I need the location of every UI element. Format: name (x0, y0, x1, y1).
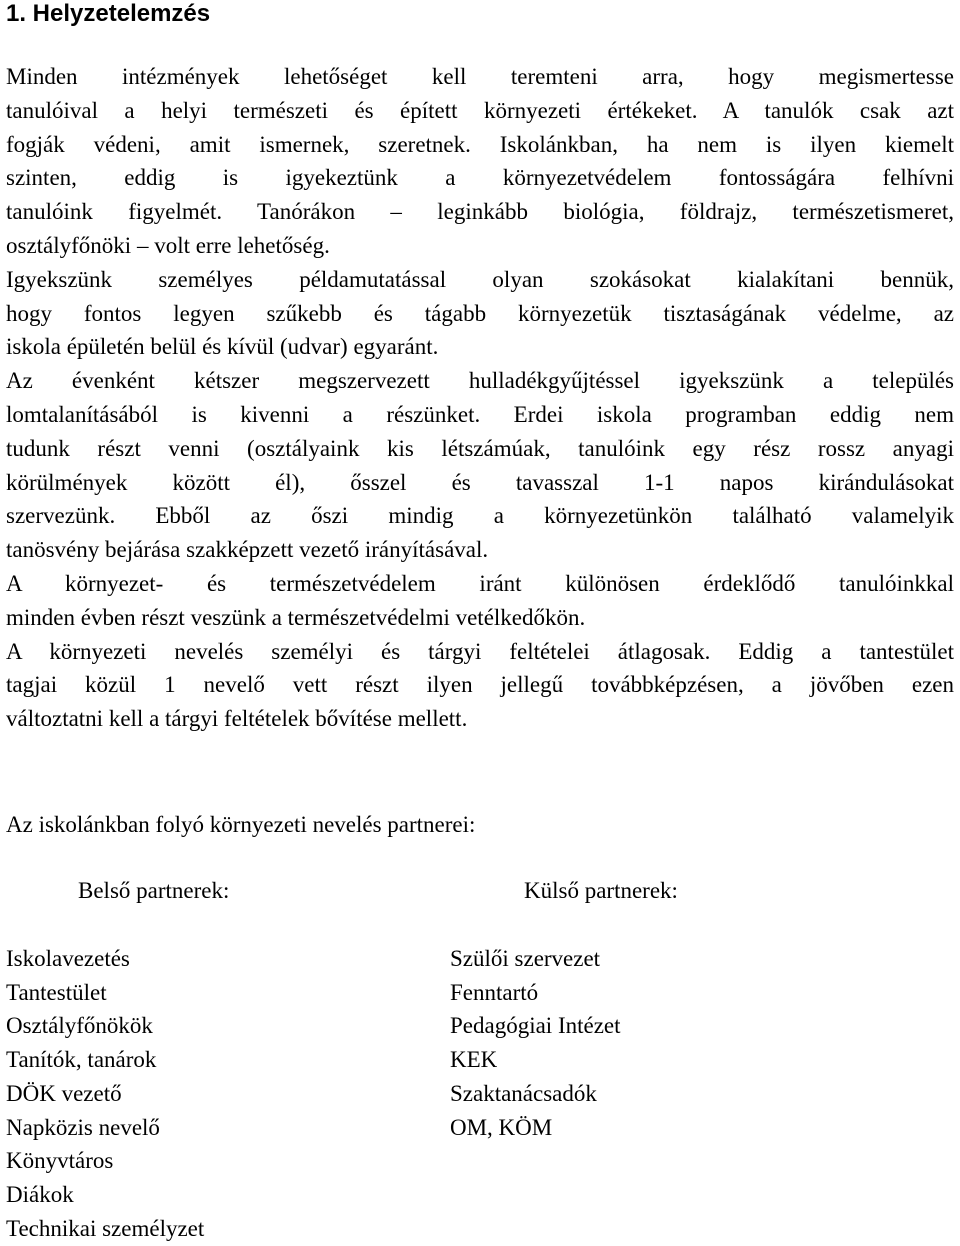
internal-partners-heading: Belső partnerek: (78, 878, 230, 903)
internal-partner-item: Diákok (6, 1181, 74, 1207)
text-line: A környezet- és természetvédelem iránt különösen érdeklődő tanulóinkkal (6, 570, 954, 596)
text-line: osztályfőnöki – volt erre lehetőség. (6, 232, 330, 258)
text-line: hogy fontos legyen szűkebb és tágabb környezetük tisztaságának védelme, az (6, 300, 954, 326)
text-line: minden évben részt veszünk a természetvédelmi vetélkedőkön. (6, 604, 586, 630)
text-line: tudunk részt venni (osztályaink kis létszámúak, tanulóink egy rész rossz anyagi (6, 435, 954, 461)
text-line: szervezünk. Ebből az őszi mindig a környezetünkön található valamelyik (6, 503, 954, 529)
partners-title: Az iskolánkban folyó környezeti nevelés partnerei: (6, 812, 476, 837)
text-line: fogják védeni, amit ismernek, szeretnek. Iskolánkban, ha nem is ilyen kiemelt (6, 131, 954, 157)
section-heading: 1. Helyzetelemzés (6, 0, 211, 27)
external-partner-item: Szülői szervezet (450, 946, 601, 971)
internal-partner-item: Tantestület (6, 979, 107, 1005)
text-line: tanulóink figyelmét. Tanórákon – leginkább biológia, földrajz, természetismeret, (6, 199, 954, 225)
text-line: tanösvény bejárása szakképzett vezető irányításával. (6, 537, 489, 563)
internal-partner-item: Technikai személyzet (6, 1215, 205, 1241)
text-line: változtatni kell a tárgyi feltételek bővítése mellett. (6, 706, 468, 732)
text-line: Az évenként kétszer megszervezett hulladékgyűjtéssel igyekszünk a település (6, 368, 954, 394)
text-line: lomtalanításából is kivenni a részünket. Erdei iskola programban eddig nem (6, 401, 954, 427)
external-partners-list (450, 942, 621, 1144)
external-partners-heading: Külső partnerek: (524, 878, 678, 903)
external-partner-item: Fenntartó (450, 979, 539, 1005)
internal-partner-item: Tanítók, tanárok (6, 1047, 157, 1073)
internal-partner-item: Iskolavezetés (6, 946, 130, 971)
external-partner-item: Szaktanácsadók (450, 1080, 597, 1106)
text-line: szinten, eddig is igyekeztünk a környezetvédelem fontosságára felhívni (6, 165, 954, 191)
internal-partner-item: Könyvtáros (6, 1148, 114, 1174)
text-line: tagjai közül 1 nevelő vett részt ilyen jellegű továbbképzésen, a jövőben ezen (6, 672, 954, 698)
internal-partner-item: Napközis nevelő (6, 1114, 160, 1140)
external-partner-item: KEK (450, 1047, 498, 1073)
text-line: tanulóival a helyi természeti és épített környezeti értékeket. A tanulók csak azt (6, 97, 954, 123)
external-partner-item: OM, KÖM (450, 1114, 553, 1140)
external-partner-item: Pedagógiai Intézet (450, 1013, 621, 1039)
text-line: A környezeti nevelés személyi és tárgyi feltételei átlagosak. Eddig a tantestület (6, 638, 954, 664)
text-line: Igyekszünk személyes példamutatással olyan szokásokat kialakítani bennük, (6, 266, 954, 292)
internal-partners-list (6, 942, 204, 1245)
internal-partner-item: Osztályfőnökök (6, 1013, 153, 1039)
text-line: körülmények között él), ősszel és tavasszal 1-1 napos kirándulásokat (6, 469, 954, 495)
text-line: Minden intézmények lehetőséget kell teremteni arra, hogy megismertesse (6, 64, 954, 89)
situation-analysis-text (6, 60, 954, 736)
internal-partner-item: DÖK vezető (6, 1080, 122, 1106)
text-line: iskola épületén belül és kívül (udvar) egyaránt. (6, 334, 439, 360)
